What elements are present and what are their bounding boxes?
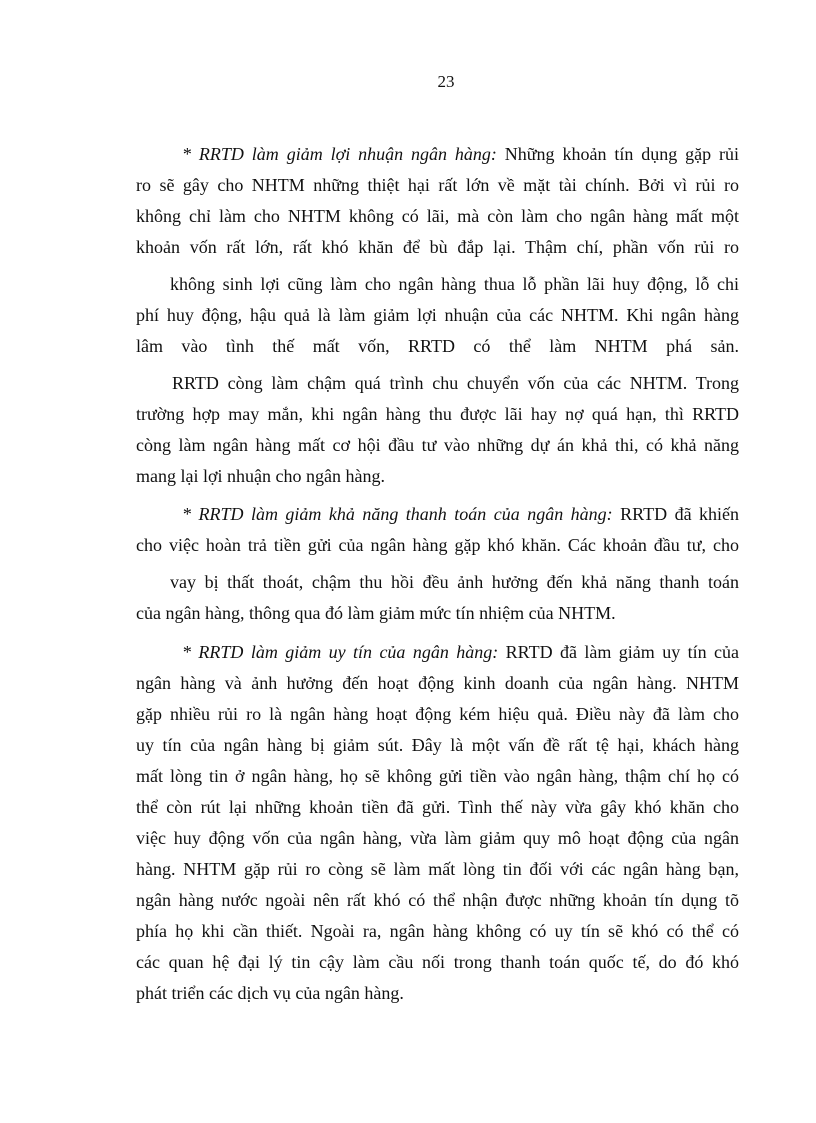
paragraph-1-line-4: khoản vốn rất lớn, rất khó khăn để bù đắp lại. Thậm chí, phần vốn rủi ro (136, 237, 739, 257)
paragraph-1-line-7: lâm vào tình thế mất vốn, RRTD có thể làm NHTM phá sản. (136, 336, 739, 356)
paragraph-2-line-4: mang lại lợi nhuận cho ngân hàng. (136, 466, 385, 486)
paragraph-3-line-3: vay bị thất thoát, chậm thu hồi đều ảnh hưởng đến khả năng thanh toán (170, 572, 739, 592)
paragraph-3-line-4: của ngân hàng, thông qua đó làm giảm mức tín nhiệm của NHTM. (136, 603, 616, 623)
paragraph-4-line-1 (182, 641, 739, 663)
paragraph-3-line-2: cho việc hoàn trả tiền gửi của ngân hàng gặp khó khăn. Các khoản đầu tư, cho (136, 535, 739, 555)
paragraph-3-heading: * RRTD làm giảm khả năng thanh toán của ngân hàng: (182, 504, 613, 524)
paragraph-1-line-6: phí huy động, hậu quả là làm giảm lợi nhuận của các NHTM. Khi ngân hàng (136, 305, 739, 325)
paragraph-4-line-5: mất lòng tin ở ngân hàng, họ sẽ không gửi tiền vào ngân hàng, thậm chí họ có (136, 766, 739, 786)
paragraph-4-line-8: hàng. NHTM gặp rủi ro còng sẽ làm mất lòng tin đối với các ngân hàng bạn, (136, 859, 739, 879)
paragraph-4-line-4: uy tín của ngân hàng bị giảm sút. Đây là một vấn đề rất tệ hại, khách hàng (136, 735, 739, 755)
page-number: 23 (437, 72, 455, 91)
paragraph-4-line-3: gặp nhiều rủi ro là ngân hàng hoạt động kém hiệu quả. Điều này đã làm cho (136, 704, 739, 724)
paragraph-2-line-1: RRTD còng làm chậm quá trình chu chuyển vốn của các NHTM. Trong (172, 373, 739, 393)
paragraph-4-line-12: phát triển các dịch vụ của ngân hàng. (136, 983, 404, 1003)
paragraph-4-line-10: phía họ khi cần thiết. Ngoài ra, ngân hàng không có uy tín sẽ khó có thể có (136, 921, 739, 941)
paragraph-1-line-5: không sinh lợi cũng làm cho ngân hàng thua lỗ phần lãi huy động, lỗ chi (170, 274, 739, 294)
paragraph-4-line-11: các quan hệ đại lý tin cậy làm cầu nối trong thanh toán quốc tế, do đó khó (136, 952, 739, 972)
paragraph-4-line-1-text: RRTD đã làm giảm uy tín của (505, 642, 739, 662)
paragraph-1-line-1 (182, 143, 739, 165)
paragraph-4-heading: * RRTD làm giảm uy tín của ngân hàng: (182, 642, 499, 662)
paragraph-3-line-1 (182, 503, 739, 525)
paragraph-1-heading: * RRTD làm giảm lợi nhuận ngân hàng: (182, 144, 497, 164)
paragraph-2-line-2: trường hợp may mắn, khi ngân hàng thu được lãi hay nợ quá hạn, thì RRTD (136, 404, 739, 424)
paragraph-3-line-1-text: RRTD đã khiến (620, 504, 740, 524)
paragraph-1-line-3: không chỉ làm cho NHTM không có lãi, mà còn làm cho ngân hàng mất một (136, 206, 739, 226)
paragraph-2-line-3: còng làm ngân hàng mất cơ hội đầu tư vào những dự án khả thi, có khả năng (136, 435, 739, 455)
paragraph-4-line-9: ngân hàng nước ngoài nên rất khó có thể nhận được những khoản tín dụng tõ (136, 890, 739, 910)
paragraph-1-line-1-text: Những khoản tín dụng gặp rủi (504, 144, 740, 164)
paragraph-4-line-7: việc huy động vốn của ngân hàng, vừa làm giảm quy mô hoạt động của ngân (136, 828, 739, 848)
paragraph-4-line-2: ngân hàng và ảnh hưởng đến hoạt động kinh doanh của ngân hàng. NHTM (136, 673, 739, 693)
paragraph-4-line-6: thể còn rút lại những khoản tiền đã gửi. Tình thế này vừa gây khó khăn cho (136, 797, 739, 817)
paragraph-1-line-2: ro sẽ gây cho NHTM những thiệt hại rất lớn về mặt tài chính. Bởi vì rủi ro (136, 175, 739, 195)
